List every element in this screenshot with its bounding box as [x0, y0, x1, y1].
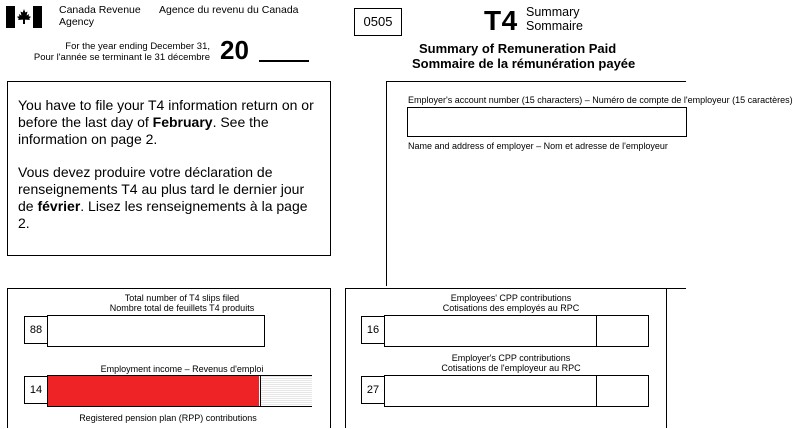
form-type — [526, 5, 583, 33]
employer-name-address-label: Name and address of employer – Nom et adresse de l'employeur — [408, 141, 668, 151]
box-16-label — [386, 293, 636, 313]
filing-deadline-notice — [7, 81, 331, 256]
employer-cpp-cents-divider — [596, 375, 597, 407]
employee-cpp-input[interactable] — [384, 315, 649, 347]
tax-year-prefix: 20 — [220, 35, 249, 65]
box-27-label-english: Employer's CPP contributions — [451, 353, 571, 363]
notice-french-text: Vous devez produire votre déclaration de renseignements T4 au plus tard le dernier jour de — [18, 164, 305, 214]
agency-name-french: Agence du revenu du Canada — [159, 4, 299, 16]
form-type-english: Summary — [526, 5, 580, 19]
tax-year-input[interactable] — [259, 60, 309, 62]
tax-year-label-english: For the year ending December 31, — [65, 41, 210, 52]
box-20-label: Registered pension plan (RPP) contributions — [79, 413, 257, 423]
employment-income-highlight — [48, 376, 259, 406]
box-16-label-english: Employees' CPP contributions — [450, 293, 572, 303]
notice-english-text: You have to file your T4 information return on or before the last day of — [18, 97, 314, 130]
page-title-french: Sommaire de la rémunération payée — [412, 56, 636, 71]
box-16-label-french: Cotisations des employés au RPC — [442, 303, 580, 313]
total-slips-input[interactable] — [47, 315, 265, 347]
box-88-number: 88 — [24, 316, 48, 344]
box-27-number: 27 — [361, 376, 385, 404]
box-88-label-french: Nombre total de feuillets T4 produits — [109, 303, 255, 313]
form-code: T4 — [484, 5, 518, 36]
box-14-label: Employment income – Revenus d'emploi — [100, 364, 264, 374]
right-edge-panel — [666, 288, 686, 429]
box-14-number: 14 — [24, 376, 48, 404]
tax-year-label-french: Pour l'année se terminant le 31 décembre — [33, 52, 210, 63]
box-88-label — [57, 293, 307, 313]
employment-income-cents — [260, 376, 312, 406]
notice-english-text-end: . See the information on page 2. — [18, 114, 269, 147]
employee-cpp-cents-divider — [596, 315, 597, 347]
notice-french-month: février — [37, 198, 81, 214]
page-title-english: Summary of Remuneration Paid — [419, 41, 617, 56]
box-16-number: 16 — [361, 316, 385, 344]
employer-cpp-input[interactable] — [384, 375, 649, 407]
canada-flag-icon — [6, 6, 42, 28]
notice-french — [18, 164, 318, 232]
employment-income-input[interactable] — [47, 375, 312, 407]
form-number-box: 0505 — [354, 8, 402, 36]
box-88-label-english: Total number of T4 slips filed — [124, 293, 240, 303]
employer-account-label: Employer's account number (15 characters) – Numéro de compte de l'employeur (15 caractères) — [408, 95, 793, 105]
employer-account-input[interactable] — [407, 107, 687, 137]
notice-english — [18, 97, 318, 148]
notice-english-month: February — [152, 114, 213, 130]
box-27-label — [386, 353, 636, 373]
form-type-french: Sommaire — [526, 19, 583, 33]
tax-year-label — [4, 41, 210, 63]
agency-name-english: Canada Revenue Agency — [59, 4, 141, 28]
notice-french-text-end: . Lisez les renseignements à la page 2. — [18, 198, 308, 231]
box-27-label-french: Cotisations de l'employeur au RPC — [441, 363, 581, 373]
